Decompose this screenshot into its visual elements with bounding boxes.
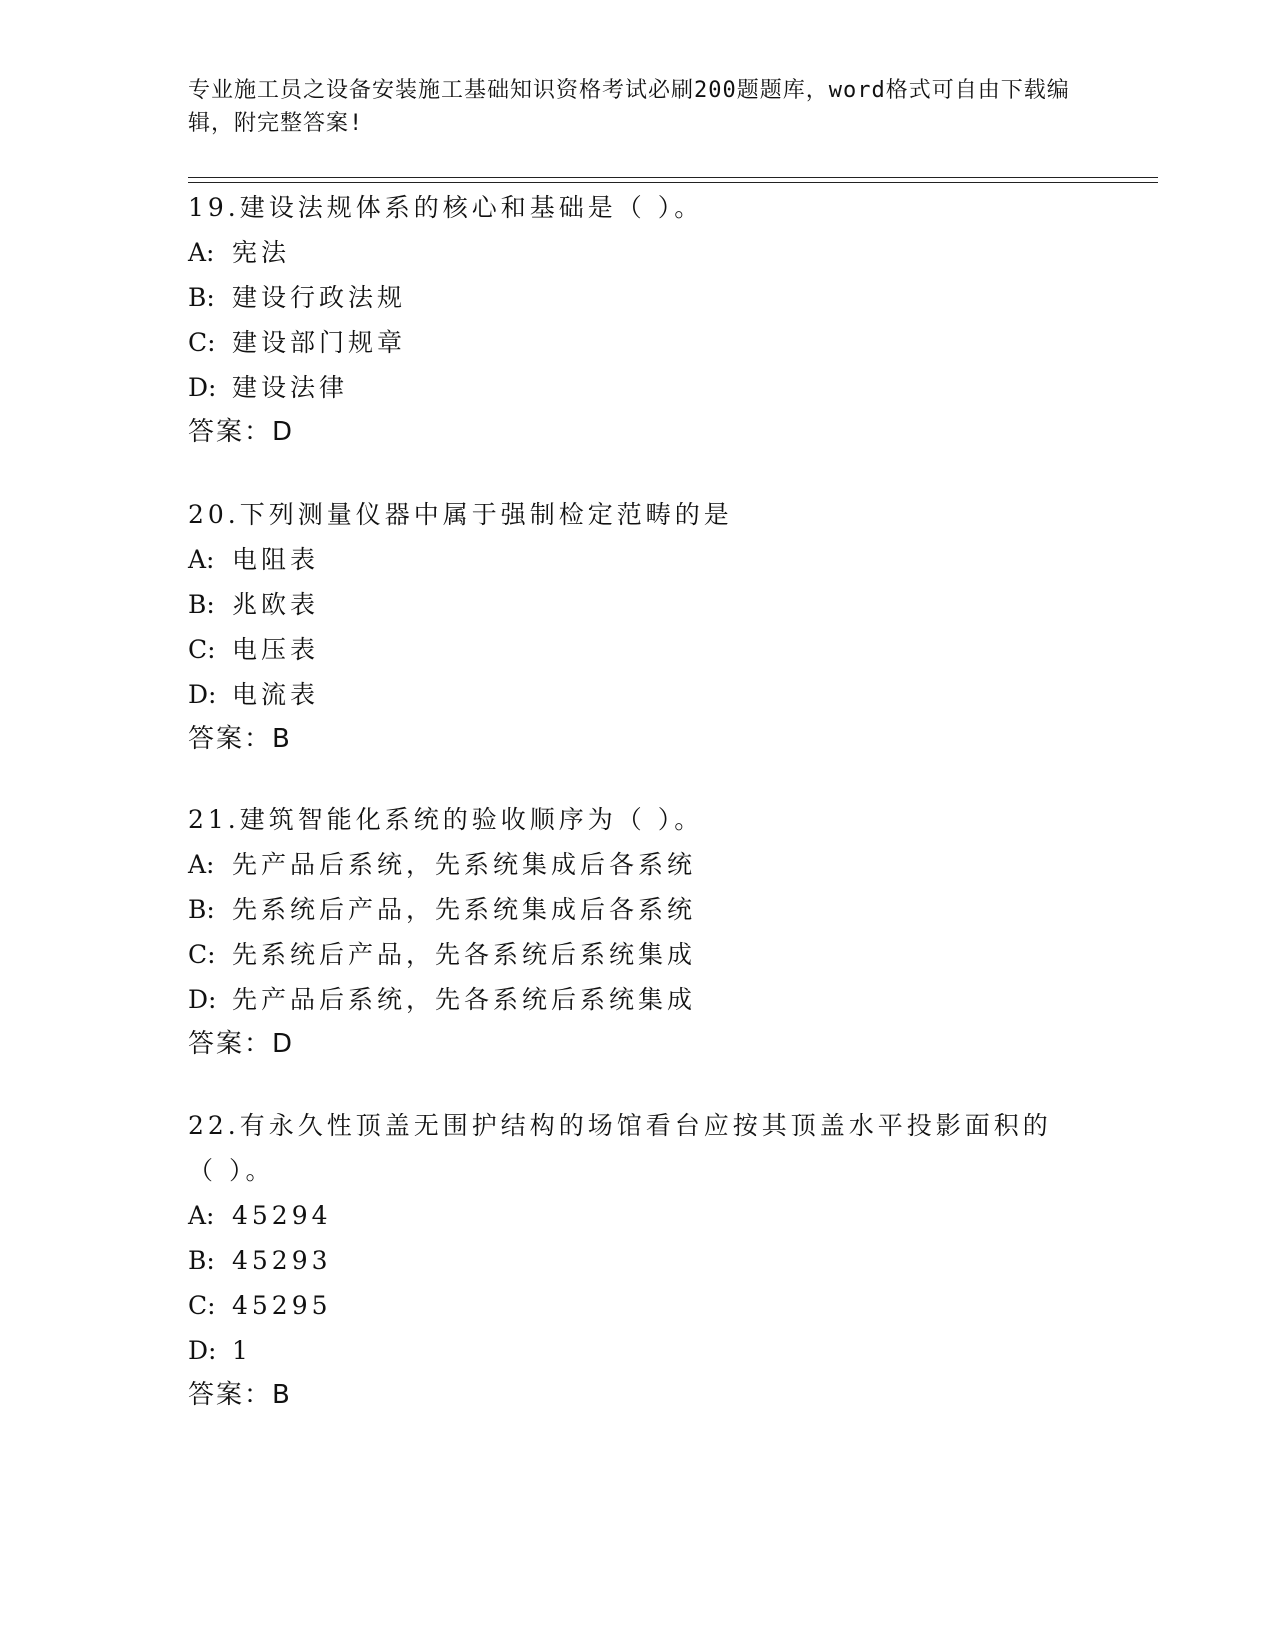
option-text: 45295 [232,1291,332,1320]
option-c [188,1283,1068,1328]
question-19 [188,185,1088,455]
header-divider-bottom [188,182,1158,183]
option-text: 电流表 [232,680,320,709]
option-text: 兆欧表 [232,590,320,619]
option-text: 建设行政法规 [232,283,407,312]
option-label: D: [188,985,217,1014]
option-label: C: [188,328,216,357]
option-label: D: [188,1336,217,1365]
option-d [188,977,1088,1022]
answer-line: 答案：D [188,1029,295,1059]
question-title: 19.建设法规体系的核心和基础是（ ）。 [188,193,704,222]
option-a [188,537,1088,582]
document-header: 专业施工员之设备安装施工基础知识资格考试必刷200题题库，word格式可自由下载编辑，附完整答案! [188,78,1070,136]
answer-line: 答案：D [188,417,295,447]
option-label: B: [188,1246,215,1275]
option-label: C: [188,635,216,664]
option-d [188,365,1088,410]
option-b [188,275,1088,320]
question-20 [188,492,1088,762]
answer-line: 答案：B [188,724,292,754]
header-divider-top [188,177,1158,178]
option-text: 宪法 [232,238,291,267]
answer-line: 答案：B [188,1380,292,1410]
option-label: B: [188,283,215,312]
option-text: 建设法律 [232,373,349,402]
option-text: 电阻表 [232,545,320,574]
option-text: 电压表 [232,635,320,664]
question-title: 20.下列测量仪器中属于强制检定范畴的是 [188,500,733,529]
option-b [188,1238,1068,1283]
option-text: 建设部门规章 [232,328,407,357]
option-c [188,932,1088,977]
question-title: 22.有永久性顶盖无围护结构的场馆看台应按其顶盖水平投影面积的（ ）。 [188,1111,1052,1185]
option-a [188,1193,1068,1238]
option-label: D: [188,373,217,402]
option-d [188,1328,1068,1373]
option-a [188,230,1088,275]
option-text: 1 [232,1336,252,1365]
option-label: D: [188,680,217,709]
option-d [188,672,1088,717]
option-text: 先系统后产品，先系统集成后各系统 [232,895,697,924]
option-text: 45293 [232,1246,332,1275]
question-22 [188,1103,1068,1418]
option-text: 先产品后系统，先各系统后系统集成 [232,985,697,1014]
option-text: 45294 [232,1201,332,1230]
question-21 [188,797,1088,1067]
option-a [188,842,1088,887]
option-c [188,627,1088,672]
option-b [188,887,1088,932]
option-b [188,582,1088,627]
option-label: A: [188,1201,215,1230]
option-text: 先系统后产品，先各系统后系统集成 [232,940,697,969]
option-label: C: [188,940,216,969]
option-label: A: [188,545,215,574]
question-title: 21.建筑智能化系统的验收顺序为（ ）。 [188,805,704,834]
option-text: 先产品后系统，先系统集成后各系统 [232,850,697,879]
option-label: B: [188,590,215,619]
option-label: A: [188,850,215,879]
option-c [188,320,1088,365]
option-label: C: [188,1291,216,1320]
option-label: A: [188,238,215,267]
option-label: B: [188,895,215,924]
